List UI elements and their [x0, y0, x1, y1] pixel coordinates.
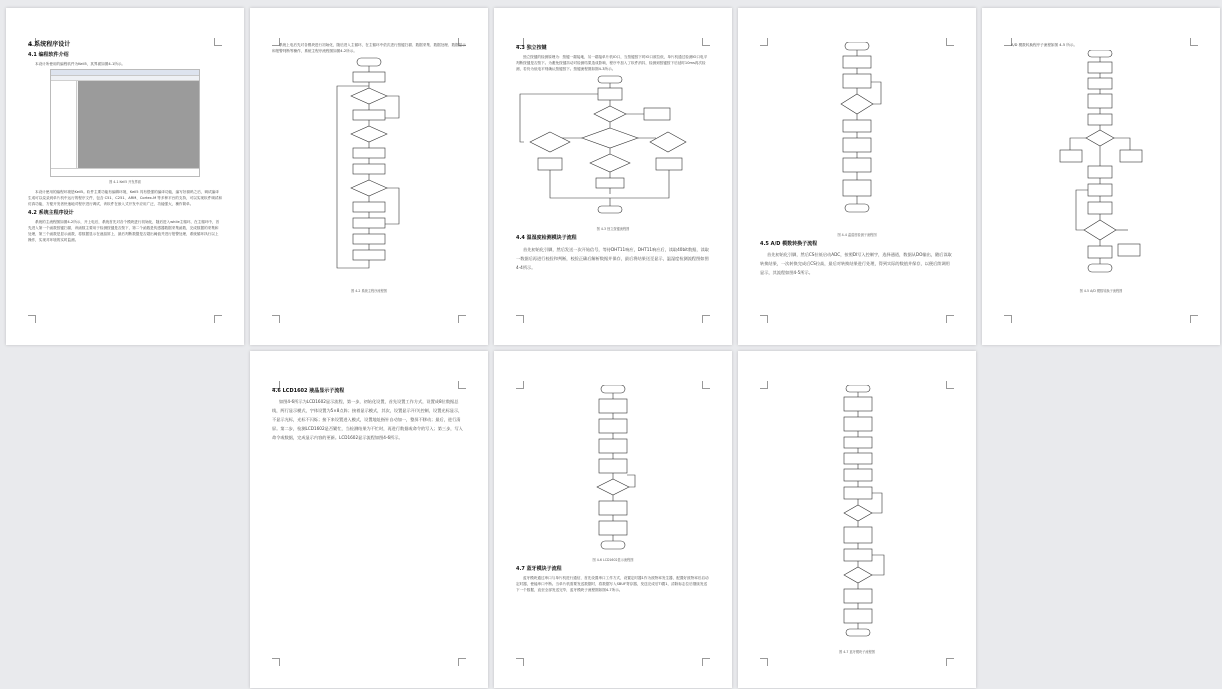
- section-paragraph: 蓝牙模块通过串口与单片机进行通信，首先设置串口工作方式，设置定时器1作为波特率发生器，配置好波特率后启动定时器，使能串口中断。当单片机需要发送数据时，将数据写入SBUF寄存器，发送完成后TI置1，清除标志位后继续发送下一个数据，直至全部发送完毕，蓝牙模块子流程图如图4-7所示。: [516, 576, 709, 593]
- page-corner-mark: [1190, 315, 1198, 323]
- section-paragraph: 首先初始化引脚，然后CS拉低启动ADC，按照DI写入控制字，选择通道，数据从DO输出，随后读取转换结果，一次转换完成后CS拉高，最后对转换结果进行处理，得到实际的数值并保存，以便后续调用显示，其流程如图4-5所示。: [760, 252, 952, 276]
- ide-build-output: [51, 168, 199, 176]
- section-heading-4-2: 4.2 系统主程序设计: [28, 209, 74, 216]
- section-paragraph: A/D 模数转换程序子流程如图 4-5 所示。: [1011, 43, 1078, 47]
- section-paragraph: 系统的主流程图如图4-2所示，开上电后，系统首先对各个模块进行初始化，随后进入while主循环，在主循环中，首先进入第一个函数按键扫描，该函数主要用于检测按键是否按下，第二个函数是传感器数据采集函数，完成数据的采集和处理，第三个函数是显示函数，将数据显示在液晶屏上，最后判断数据是否超出阈值并进行报警处理，系统循环执行以上操作，实现对环境的实时监测。: [28, 219, 220, 242]
- page-corner-mark: [702, 658, 710, 666]
- page-corner-mark: [458, 315, 466, 323]
- section-heading-4-7: 4.7 蓝牙模块子流程: [516, 566, 562, 573]
- section-heading-4-5: 4.5 A/D 模数转换子流程: [760, 241, 818, 248]
- document-page-7: [494, 351, 732, 688]
- document-page-3: [494, 8, 732, 345]
- document-page-4: [738, 8, 976, 345]
- figure-caption: 图 4-2 系统主程序流程图: [351, 289, 387, 293]
- page-corner-mark: [1004, 315, 1012, 323]
- document-page-1: [6, 8, 244, 345]
- page-corner-mark: [214, 315, 222, 323]
- section-heading-4-3: 4.3 独立按键: [516, 45, 547, 51]
- bluetooth-flowchart: [822, 385, 892, 647]
- main-program-flowchart: [329, 56, 409, 286]
- page-corner-mark: [946, 658, 954, 666]
- section-heading-4-6: 4.6 LCD1602 液晶显示子流程: [272, 388, 345, 394]
- section-paragraph: 本设计所使用的编程软件为Keil5，其界面如图4-1所示。: [35, 62, 126, 67]
- figure-caption: 图 4-7 蓝牙模块子流程图: [839, 650, 875, 654]
- document-page-6: [250, 351, 488, 688]
- figure-caption: 图 4-3 独立按键流程图: [596, 227, 630, 232]
- adc-flowchart: [1056, 50, 1146, 286]
- figure-caption: 图 4-5 A/D 模数转换子流程图: [1079, 289, 1123, 293]
- section-heading-4-1: 4.1 编程软件介绍: [28, 52, 69, 59]
- figure-caption: 图 4-1 Keil5 开发界面: [109, 180, 141, 185]
- ide-project-pane: [51, 81, 77, 168]
- page-corner-mark: [760, 315, 768, 323]
- figure-caption: 图 4-6 LCD1602显示流程图: [592, 558, 634, 562]
- section-paragraph: 首先初始化引脚，然后发送一次开始信号，等待DHT11响应，DHT11响应后，读取40bit数据，读取一数据后再进行校验和判断，校验正确后解析数据并保存，最后将结果送至显示，温湿度检测流程图如图4-4所示。: [516, 246, 709, 270]
- dht11-flowchart: [827, 42, 887, 230]
- lcd1602-flowchart: [583, 385, 643, 555]
- chapter-heading: 4 系统程序设计: [28, 41, 71, 48]
- key-scan-flowchart: [516, 74, 710, 224]
- section-heading-4-4: 4.4 温湿度检测模块子流程: [516, 235, 577, 242]
- page-corner-mark: [516, 658, 524, 666]
- figure-caption: 图 4-4 温湿度检测子流程图: [837, 233, 877, 237]
- page-corner-mark: [28, 315, 36, 323]
- page-corner-mark: [702, 315, 710, 323]
- page-corner-mark: [458, 658, 466, 666]
- document-page-5: [982, 8, 1220, 345]
- document-page-8: [738, 351, 976, 688]
- page-corner-mark: [946, 315, 954, 323]
- section-paragraph: 本设计使用的编程环境是Keil5。软件主要功能有编辑环境，Keil5 具有很强的编译功能，编写好源码之后，调试编译生成可以烧录到单片机中运行的程序文件，包含 C51、C251、ARM、Cortex-M 等多种平台的支持，可以实现软件调试和仿真功能，方便开发者快速地对程序进行调试，该软件在嵌入式开发中应用广泛，功能强大，操作简单。: [28, 189, 222, 206]
- page-corner-mark: [272, 315, 280, 323]
- section-paragraph: 如图4-6所示为LCD1602显示流程，第一步，初始化设置，首先设置工作方式，设置成8位数据总线，两行显示模式，字体设置为5×8点阵；接着显示模式，其次，设置显示开/关控制，设置光标显示，不显示光标，光标不闪烁；接下来设置进入模式，设置地址指针自动加一，整屏不移动；最后，进行清屏。第二步，检测LCD1602是否繁忙，当检测结果为不忙时，再进行数据或命令的写入；第三步，写入命令或数据，完成显示内容的更新。LCD1602显示流程如图4-6所示。: [272, 399, 463, 441]
- page-corner-mark: [272, 658, 280, 666]
- keil5-ide-screenshot: [50, 69, 200, 177]
- page-corner-mark: [516, 315, 524, 323]
- document-page-2: [250, 8, 488, 345]
- ide-editor-area: [78, 81, 199, 168]
- page-corner-mark: [760, 658, 768, 666]
- section-paragraph: 系统上电后先对各模块进行初始化，随后进入主循环，在主循环中依次进行按键扫描、数据采集、数据处理、数据显示和报警判断等操作，系统主程序流程图如图4-2所示。: [272, 43, 466, 53]
- section-paragraph: 独立按键的检测原理为：按键一端接地，另一端接单片机IO口，当按键按下时IO口被拉低，单片机通过检测IO口电平判断按键是否按下。为避免按键抖动对检测结果造成影响，程序中加入了软件消抖，检测到按键按下后延时10ms再次检测，若仍为低电平则确认按键按下。按键流程图如图4-3所示。: [516, 55, 708, 72]
